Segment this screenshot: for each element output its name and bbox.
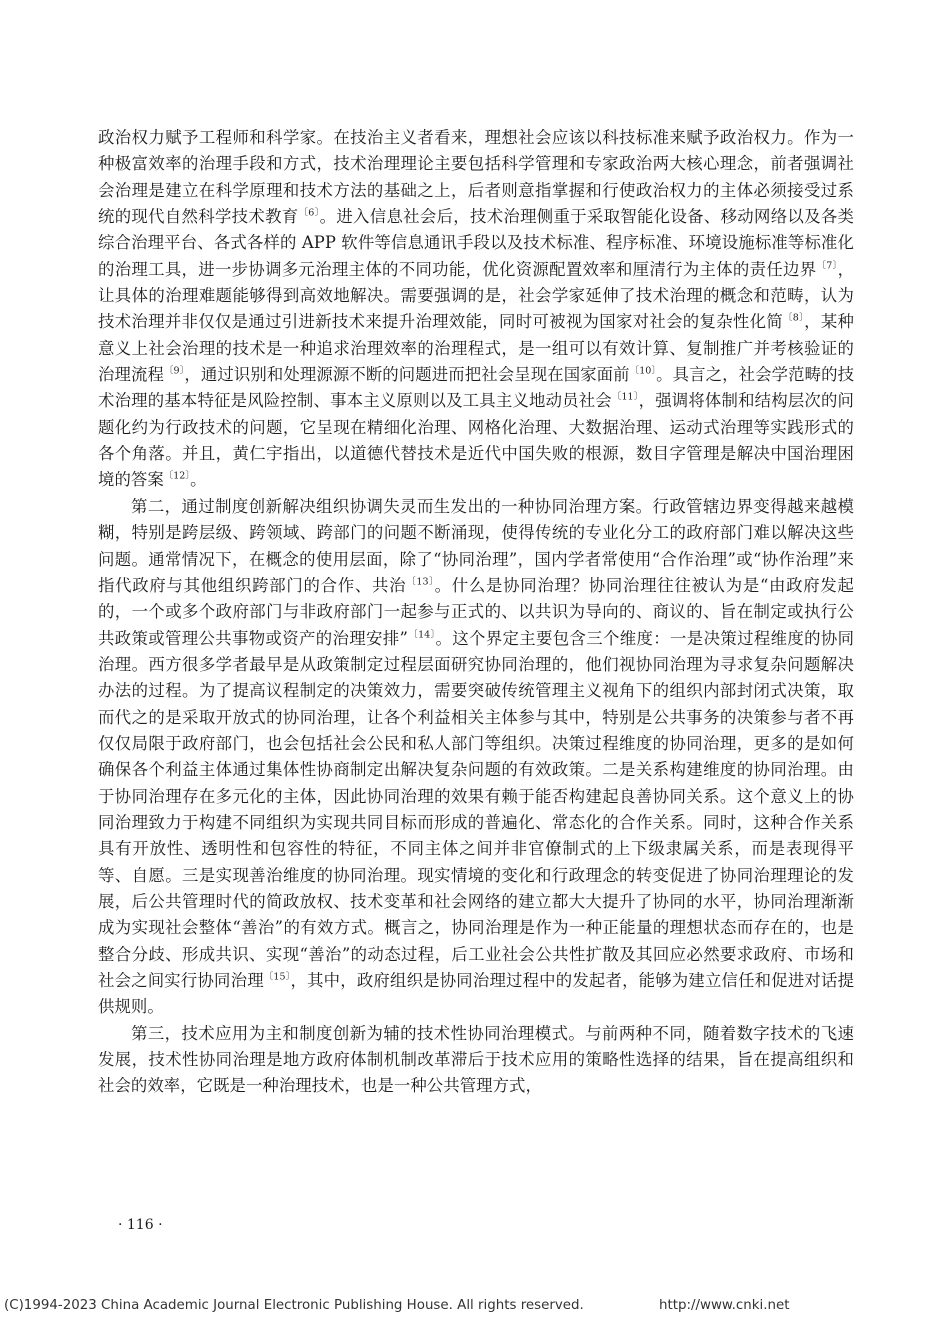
citation-ref[interactable]: 〔15〕 bbox=[263, 971, 291, 983]
citation-ref[interactable]: 〔13〕 bbox=[406, 576, 435, 588]
citation-ref[interactable]: 〔6〕 bbox=[298, 207, 320, 219]
text-run: 第二，通过制度创新解决组织协调失灵而生发出的一种协同治理方案。行政管辖边界变得越来越模糊，特别是跨层级、跨领域、跨部门的问题不断涌现，使得传统的专业化分工的政府部门难以解决这些问题。通常情况下，在概念的使用层面，除了“协同治理”，国内学者常使用“合作治理”或“协作治理”来指代政府与其他组织跨部门的合作、共治 bbox=[98, 496, 854, 595]
article-body bbox=[98, 125, 854, 1100]
copyright-notice: (C)1994-2023 China Academic Journal Electronic Publishing House. All rights reserved. bbox=[4, 1298, 584, 1313]
citation-ref[interactable]: 〔14〕 bbox=[407, 629, 436, 641]
text-run: ，通过识别和处理源源不断的问题进而把社会呈现在国家面前 bbox=[184, 365, 630, 385]
text-run: 。什么是协同治理？协同治理往往被认为是“由政府发起的，一个或多个政府部门与非政府部门一起参与正式的、以共识为导向的、商议的、旨在制定或执行公共政策或管理公共事物或资产的治理安排” bbox=[98, 575, 854, 648]
text-run: ，某种意义上社会治理的技术是一种追求治理效率的治理程式，是一组可以有效计算、复制推广并考核验证的治理流程 bbox=[98, 312, 854, 385]
text-run: 。具言之，社会学范畴的技术治理的基本特征是风险控制、事本主义原则以及工具主义地动员社会 bbox=[98, 365, 855, 411]
text-run: 政治权力赋予工程师和科学家。在技治主义者看来，理想社会应该以科技标准来赋予政治权力。作为一种极富效率的治理手段和方式，技术治理理论主要包括科学管理和专家政治两大核心理念，前者强调社会治理是建立在科学原理和技术方法的基础之上，后者则意指掌握和行使政治权力的主体必须接受过系统的现代自然科学技术教育 bbox=[98, 128, 854, 227]
text-run: 。进入信息社会后，技术治理侧重于采取智能化设备、移动网络以及各类综合治理平台、各式各样的 APP 软件等信息通讯手段以及技术标准、程序标准、环境设施标准等标准化的治理工具，进一步协调多元治理主体的不同功能，优化资源配置效率和厘清行为主体的责任边界 bbox=[98, 207, 854, 279]
paragraph bbox=[98, 494, 854, 1021]
text-run: ，其中，政府组织是协同治理过程中的发起者，能够为建立信任和促进对话提供规则。 bbox=[98, 971, 855, 1017]
citation-ref[interactable]: 〔9〕 bbox=[163, 365, 185, 377]
text-run: ，让具体的治理难题能够得到高效地解决。需要强调的是，社会学家延伸了技术治理的概念和范畴，认为技术治理并非仅仅是通过引进新技术来提升治理效能，同时可被视为国家对社会的复杂性化简 bbox=[98, 259, 855, 332]
citation-ref[interactable]: 〔7〕 bbox=[816, 260, 838, 272]
text-run: ，强调将体制和结构层次的问题化约为行政技术的问题，它呈现在精细化治理、网格化治理、大数据治理、运动式治理等实践形式的各个角落。并且，黄仁宇指出，以道德代替技术是近代中国失败的根源，数目字管理是解决中国治理困境的答案 bbox=[98, 391, 854, 490]
text-run: 。这个界定主要包含三个维度：一是决策过程维度的协同治理。西方很多学者最早是从政策制定过程层面研究协同治理的，他们视协同治理为寻求复杂问题解决办法的过程。为了提高议程制定的决策效力，需要突破传统管理主义视角下的组织内部封闭式决策，取而代之的是采取开放式的协同治理，让各个利益相关主体参与其中，特别是公共事务的决策参与者不再仅仅局限于政府部门，也会包括社会公民和私人部门等组织。决策过程维度的协同治理，更多的是如何确保各个利益主体通过集体性协商制定出解决复杂问题的有效政策。二是关系构建维度的协同治理。由于协同治理存在多元化的主体，因此协同治理的效果有赖于能否构建起良善协同关系。这个意义上的协同治理致力于构建不同组织为实现共同目标而形成的普遍化、常态化的合作关系。同时，这种合作关系具有开放性、透明性和包容性的特征，不同主体之间并非官僚制式的上下级隶属关系，而是表现得平等、自愿。三是实现善治维度的协同治理。现实情境的变化和行政理念的转变促进了协同治理理论的发展，后公共管理时代的简政放权、技术变革和社会网络的建立都大大提升了协同的水平，协同治理渐渐成为实现社会整体“善治”的有效方式。概言之，协同治理是作为一种正能量的理想状态而存在的，也是整合分歧、形成共识、实现“善治”的动态过程，后工业社会公共性扩散及其回应必然要求政府、市场和社会之间实行协同治理 bbox=[98, 628, 855, 990]
citation-ref[interactable]: 〔10〕 bbox=[629, 365, 657, 377]
paragraph bbox=[98, 1021, 854, 1100]
text-run: 。 bbox=[190, 470, 207, 490]
citation-ref[interactable]: 〔8〕 bbox=[783, 312, 805, 324]
citation-ref[interactable]: 〔12〕 bbox=[163, 471, 191, 482]
text-run: 第三，技术应用为主和制度创新为辅的技术性协同治理模式。与前两种不同，随着数字技术的飞速发展，技术性协同治理是地方政府体制机制改革滞后于技术应用的策略性选择的结果，旨在提高组织和社会的效率，它既是一种治理技术，也是一种公共管理方式， bbox=[98, 1023, 854, 1096]
page-number: · 116 · bbox=[118, 1217, 163, 1233]
citation-ref[interactable]: 〔11〕 bbox=[611, 391, 639, 403]
paragraph bbox=[98, 125, 854, 494]
website-link[interactable]: http://www.cnki.net bbox=[659, 1298, 790, 1313]
